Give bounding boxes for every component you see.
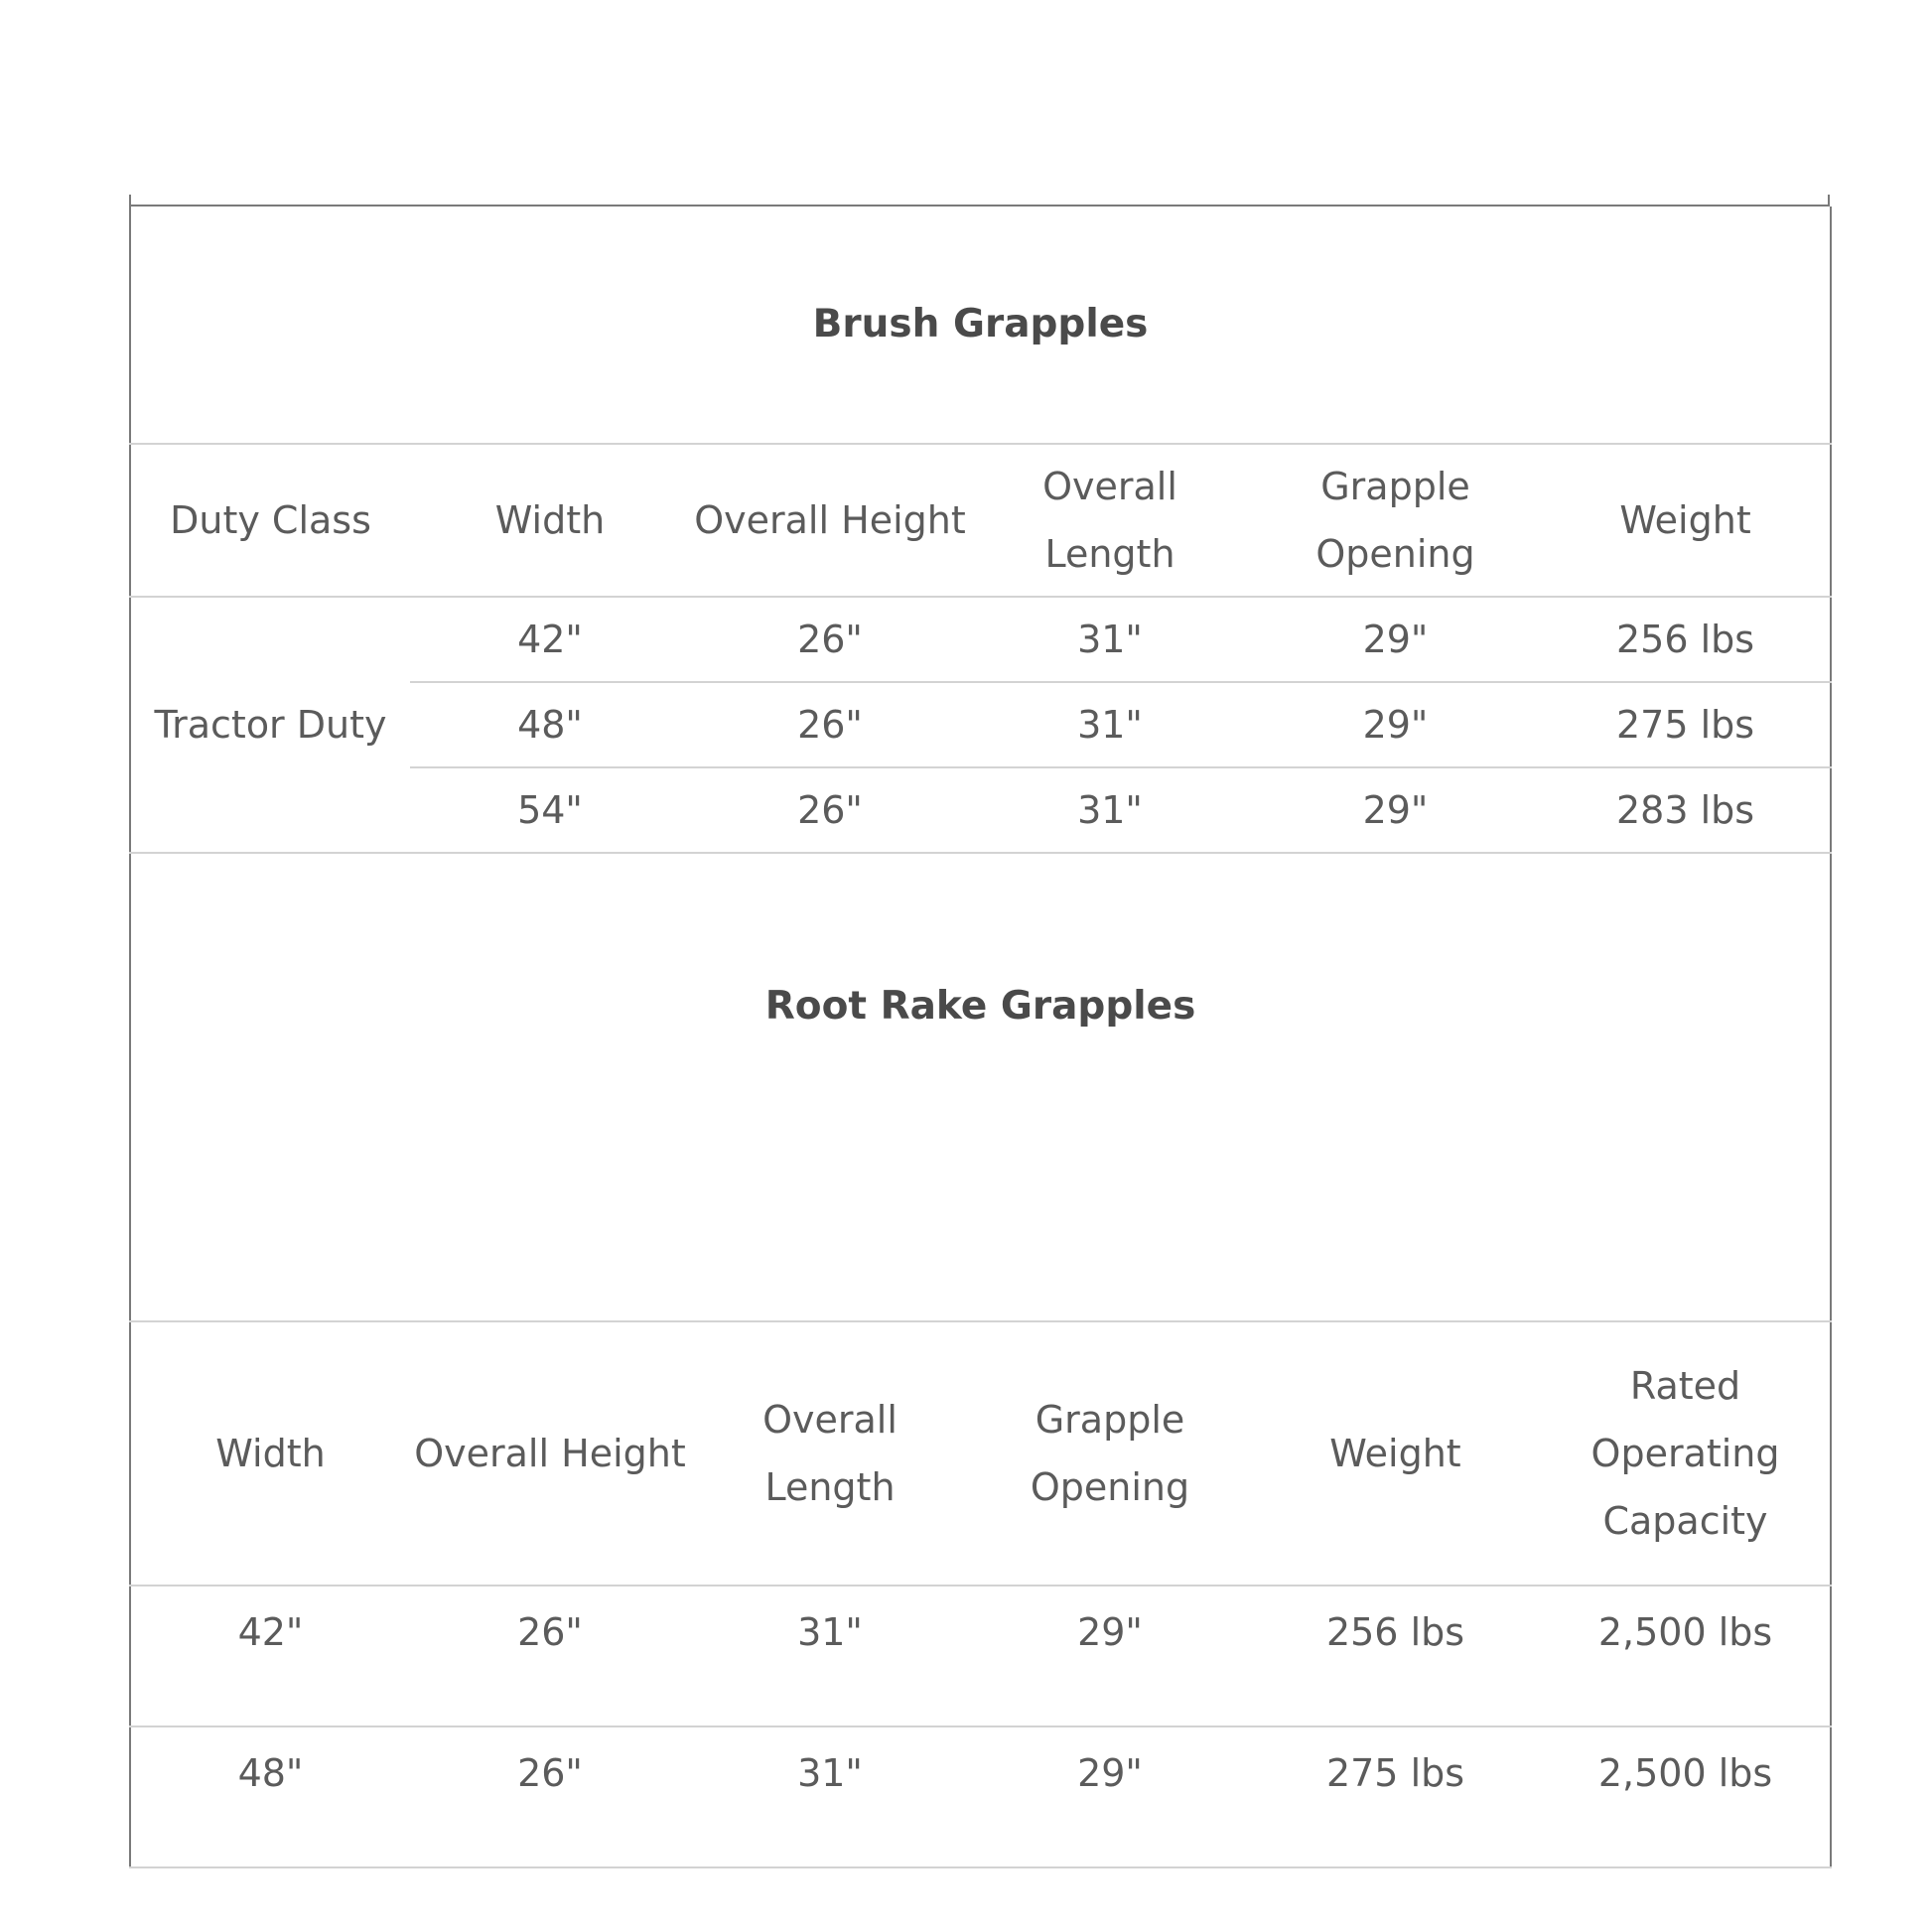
root-rake-cell: 48" (130, 1726, 410, 1867)
brush-cell: 283 lbs (1541, 767, 1831, 853)
root-rake-cell: 256 lbs (1250, 1586, 1541, 1726)
brush-header-overall-height: Overall Height (690, 444, 970, 597)
brush-cell: 48" (410, 682, 690, 767)
brush-cell: 42" (410, 597, 690, 682)
spec-table (129, 207, 1832, 1868)
root-rake-title-row (130, 853, 1831, 1321)
brush-header-row (130, 444, 1831, 597)
brush-cell: 31" (970, 682, 1250, 767)
spec-table-frame (129, 195, 1830, 1795)
top-border-tick-right (1828, 195, 1830, 207)
root-rake-header-width: Width (130, 1321, 410, 1586)
root-rake-cell: 2,500 lbs (1541, 1726, 1831, 1867)
brush-cell: 29" (1250, 767, 1541, 853)
table-row (130, 1726, 1831, 1867)
root-rake-cell: 31" (690, 1586, 970, 1726)
brush-title: Brush Grapples (130, 207, 1831, 444)
root-rake-cell: 26" (410, 1586, 690, 1726)
brush-header-duty-class: Duty Class (130, 444, 410, 597)
brush-header-grapple-opening: Grapple Opening (1250, 444, 1541, 597)
brush-cell: 256 lbs (1541, 597, 1831, 682)
brush-cell: 31" (970, 767, 1250, 853)
brush-cell: 26" (690, 682, 970, 767)
brush-cell: 29" (1250, 597, 1541, 682)
root-rake-header-row (130, 1321, 1831, 1586)
root-rake-cell: 2,500 lbs (1541, 1586, 1831, 1726)
table-row (130, 1586, 1831, 1726)
root-rake-cell: 29" (970, 1586, 1250, 1726)
brush-cell: 31" (970, 597, 1250, 682)
root-rake-cell: 275 lbs (1250, 1726, 1541, 1867)
brush-duty-class: Tractor Duty (130, 597, 410, 853)
top-border-tick-left (129, 195, 131, 207)
root-rake-header-grapple-opening: Grapple Opening (970, 1321, 1250, 1586)
root-rake-header-weight: Weight (1250, 1321, 1541, 1586)
root-rake-cell: 26" (410, 1726, 690, 1867)
brush-cell: 26" (690, 597, 970, 682)
brush-title-row (130, 207, 1831, 444)
brush-cell: 26" (690, 767, 970, 853)
root-rake-cell: 31" (690, 1726, 970, 1867)
root-rake-cell: 29" (970, 1726, 1250, 1867)
root-rake-header-overall-height: Overall Height (410, 1321, 690, 1586)
root-rake-header-rated-capacity: Rated Operating Capacity (1541, 1321, 1831, 1586)
brush-header-width: Width (410, 444, 690, 597)
brush-cell: 54" (410, 767, 690, 853)
root-rake-cell: 42" (130, 1586, 410, 1726)
root-rake-header-overall-length: Overall Length (690, 1321, 970, 1586)
table-row (130, 597, 1831, 682)
brush-header-weight: Weight (1541, 444, 1831, 597)
root-rake-title: Root Rake Grapples (130, 853, 1831, 1321)
brush-cell: 29" (1250, 682, 1541, 767)
brush-header-overall-length: Overall Length (970, 444, 1250, 597)
brush-cell: 275 lbs (1541, 682, 1831, 767)
